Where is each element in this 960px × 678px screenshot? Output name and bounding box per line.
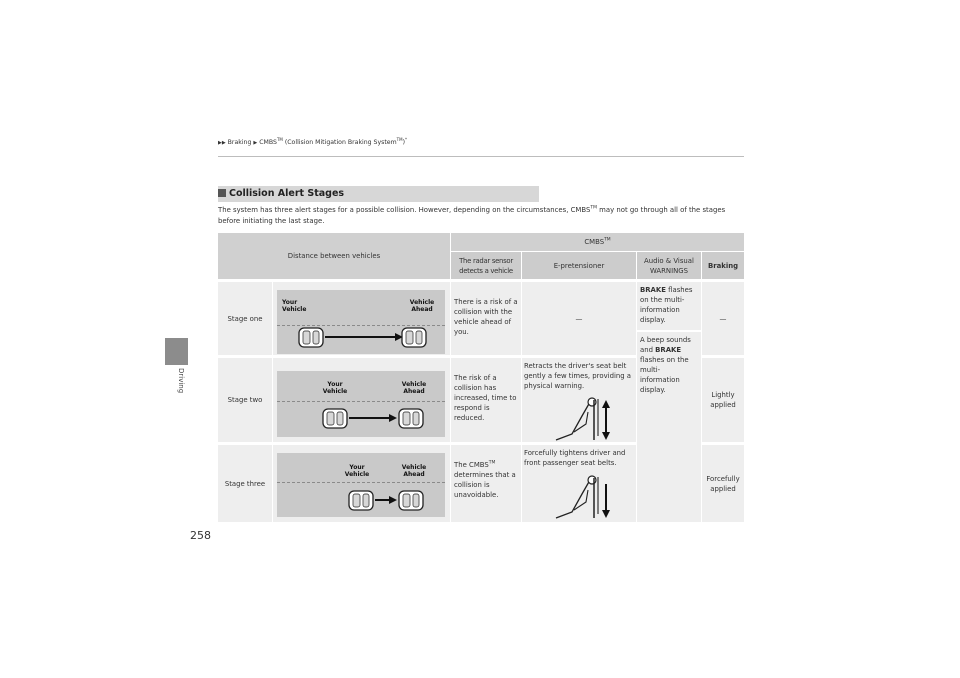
stage-one-radar: There is a risk of a collision with the vehicle ahead of you. <box>451 282 521 355</box>
sidebar-section-label: Driving <box>177 368 185 394</box>
stage-three-braking: Forcefully applied <box>702 445 744 522</box>
stage-two-pretensioner: Retracts the driver's seat belt gently a few times, providing a physical warning. <box>522 358 636 442</box>
car-icon <box>349 491 373 510</box>
seatbelt-tighten-icon <box>552 474 612 520</box>
your-vehicle-label: Your Vehicle <box>344 464 370 478</box>
vehicle-ahead-label: Vehicle Ahead <box>401 381 427 395</box>
header-rule <box>218 156 744 157</box>
breadcrumb-item-braking[interactable]: Braking <box>227 139 252 146</box>
vehicle-ahead-label: Vehicle Ahead <box>401 464 427 478</box>
breadcrumb-arrow-icon: ▶ <box>253 140 258 146</box>
your-vehicle-label: Your Vehicle <box>282 299 307 313</box>
header-radar: The radar sensor detects a vehicle <box>451 252 521 279</box>
breadcrumb <box>218 136 407 146</box>
breadcrumb-arrow-icon: ▶▶ <box>218 140 226 146</box>
stage-three-diagram <box>277 453 445 517</box>
stage-two-label: Stage two <box>218 358 272 442</box>
car-icon <box>299 328 323 347</box>
sidebar-tab <box>165 338 188 365</box>
car-icon <box>323 409 347 428</box>
car-icon <box>402 328 426 347</box>
stage-two-cars-graphic <box>277 371 445 437</box>
stage-three-pretensioner: Forcefully tightens driver and front passenger seat belts. <box>522 445 636 522</box>
stage-one-label: Stage one <box>218 282 272 355</box>
stage-two-three-audio-visual: A beep sounds and BRAKE flashes on the multi-information display. <box>637 332 701 522</box>
square-bullet-icon <box>218 189 226 197</box>
stage-two-braking-text: Lightly applied <box>702 358 744 442</box>
page-number: 258 <box>190 529 211 542</box>
header-distance: Distance between vehicles <box>218 233 450 279</box>
intro-paragraph: The system has three alert stages for a possible collision. However, depending on the circumstances, CMBS™ may not go through all of the stages before initiating the last stage. <box>218 205 726 225</box>
header-pretensioner: E-pretensioner <box>522 252 636 279</box>
stage-two-radar: The risk of a collision has increased, time to respond is reduced. <box>451 358 521 442</box>
vehicle-ahead-label: Vehicle Ahead <box>409 299 435 313</box>
stage-two-diagram <box>277 371 445 437</box>
stage-three-label: Stage three <box>218 445 272 522</box>
stage-one-pretensioner: — <box>522 282 636 355</box>
stage-one-audio-visual: BRAKE flashes on the multi-information display. <box>637 282 701 330</box>
stage-three-cars-graphic <box>277 453 445 517</box>
seatbelt-gentle-icon <box>552 396 612 442</box>
stage-one-cars-graphic <box>277 290 445 354</box>
car-icon <box>399 409 423 428</box>
section-heading: Collision Alert Stages <box>218 186 539 202</box>
header-cmbs: CMBS™ <box>451 233 744 251</box>
header-braking: Braking <box>702 252 744 279</box>
stage-one-braking: — <box>702 282 744 355</box>
header-audio-visual: Audio & Visual WARNINGS <box>637 252 701 279</box>
car-icon <box>399 491 423 510</box>
stage-one-diagram <box>277 290 445 354</box>
your-vehicle-label: Your Vehicle <box>322 381 348 395</box>
stage-three-radar: The CMBS™ determines that a collision is unavoidable. <box>451 445 521 522</box>
breadcrumb-item-cmbs[interactable]: CMBS™ (Collision Mitigation Braking System™)* <box>259 136 407 146</box>
